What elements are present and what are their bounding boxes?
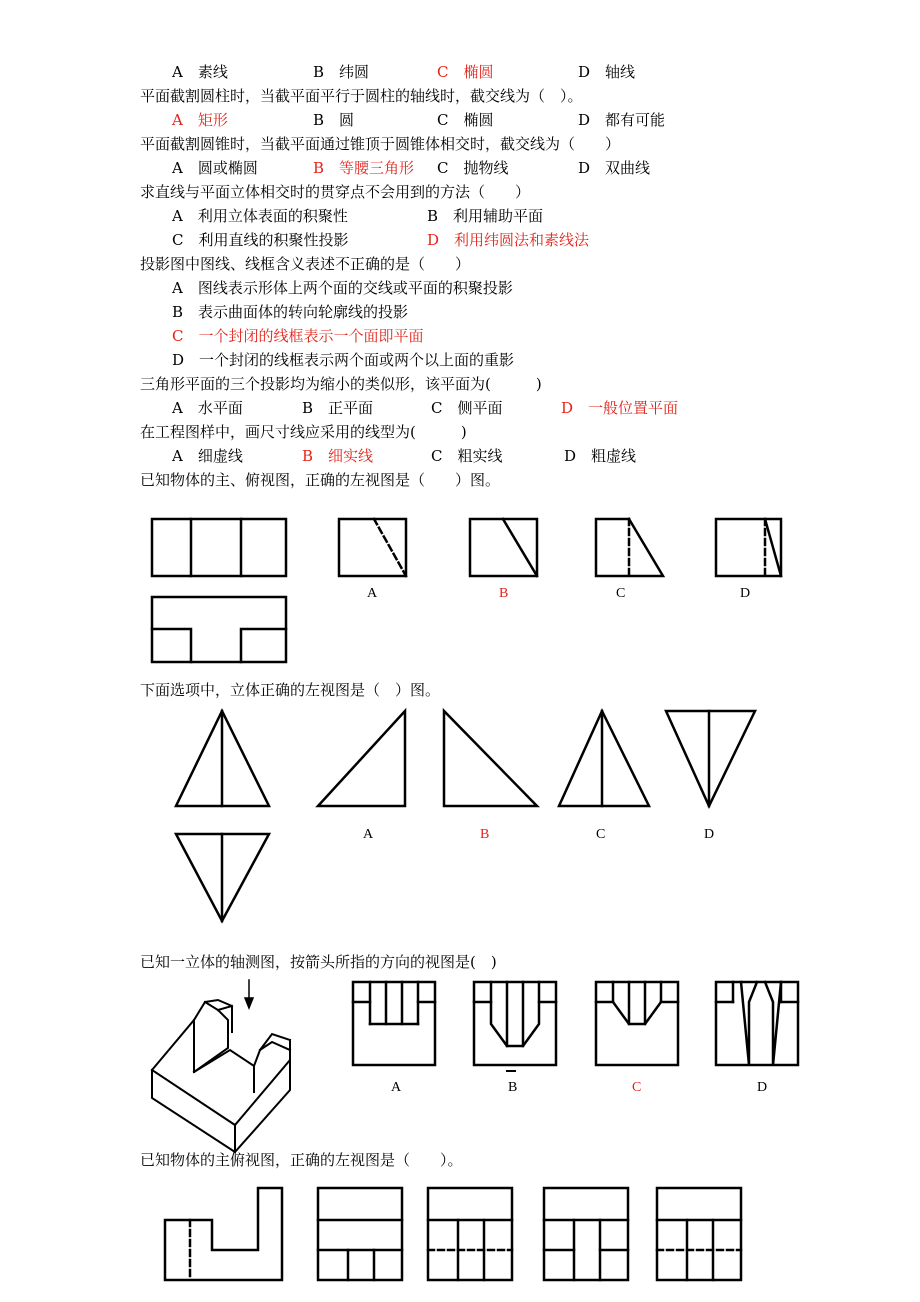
q3-option-b: B 利用辅助平面 xyxy=(427,207,544,225)
q7-label-b-answer: B xyxy=(499,586,509,601)
q10-option-b-figure xyxy=(428,1188,512,1280)
q3-stem: 求直线与平面立体相交时的贯穿点不会用到的方法（ ） xyxy=(140,183,531,201)
q5-option-c: C 侧平面 xyxy=(431,399,503,417)
q1-option-b: B 圆 xyxy=(313,111,355,129)
q8-label-c: C xyxy=(596,827,606,842)
q3-option-d-answer: D 利用纬圆法和素线法 xyxy=(427,231,590,249)
q9-label-c-answer: C xyxy=(632,1080,642,1095)
q9-label-a: A xyxy=(391,1080,402,1095)
q1-stem: 平面截割圆柱时，当截平面平行于圆柱的轴线时，截交线为（ ）。 xyxy=(140,87,583,105)
q10-option-d-figure xyxy=(657,1188,741,1280)
q8-front-view xyxy=(176,711,269,806)
q1-option-d: D 都有可能 xyxy=(578,111,666,129)
q7-front-view xyxy=(152,519,286,576)
q6-option-c: C 粗实线 xyxy=(431,447,503,465)
q7-top-view xyxy=(152,597,286,662)
q5-stem: 三角形平面的三个投影均为缩小的类似形，该平面为( ) xyxy=(140,375,542,393)
q1-option-a-answer: A 矩形 xyxy=(172,111,228,129)
q7-option-a-figure xyxy=(339,519,406,576)
q7-option-b-figure xyxy=(470,519,537,576)
q3-option-c: C 利用直线的积聚性投影 xyxy=(172,231,349,249)
q6-option-a: A 细虚线 xyxy=(172,447,243,465)
q9-option-b-figure xyxy=(474,982,556,1071)
q8-option-b-figure xyxy=(444,711,537,806)
q9-stem: 已知一立体的轴测图，按箭头所指的方向的视图是( ) xyxy=(140,953,497,971)
q3-option-a: A 利用立体表面的积聚性 xyxy=(172,207,348,225)
q4-stem: 投影图中图线、线框含义表述不正确的是（ ） xyxy=(140,255,471,273)
q0-option-d: D 轴线 xyxy=(578,63,636,81)
q10-stem: 已知物体的主俯视图，正确的左视图是（ ）。 xyxy=(140,1151,463,1169)
q8-option-a-figure xyxy=(318,711,405,806)
q4-option-c-answer: C 一个封闭的线框表示一个面即平面 xyxy=(172,327,424,345)
q5-option-a: A 水平面 xyxy=(172,399,243,417)
q2-option-c: C 抛物线 xyxy=(437,159,509,177)
q7-stem: 已知物体的主、俯视图，正确的左视图是（ ）图。 xyxy=(140,471,501,489)
q8-label-d: D xyxy=(704,827,715,842)
q2-option-a: A 圆或椭圆 xyxy=(172,159,258,177)
q7-option-d-figure xyxy=(716,519,781,576)
q9-option-d-figure xyxy=(716,982,798,1065)
q8-label-a: A xyxy=(363,827,374,842)
q6-option-b-answer: B 细实线 xyxy=(302,447,374,465)
q4-option-b: B 表示曲面体的转向轮廓线的投影 xyxy=(172,303,409,321)
q2-stem: 平面截割圆锥时，当截平面通过锥顶于圆锥体相交时，截交线为（ ） xyxy=(140,135,621,153)
q5-option-d-answer: D 一般位置平面 xyxy=(561,399,679,417)
q10-front-view xyxy=(165,1188,282,1280)
q8-top-view xyxy=(176,834,269,921)
q7-label-a: A xyxy=(367,586,378,601)
q8-stem: 下面选项中，立体正确的左视图是（ ）图。 xyxy=(140,681,441,699)
q1-option-c: C 椭圆 xyxy=(437,111,494,129)
q4-option-a: A 图线表示形体上两个面的交线或平面的积聚投影 xyxy=(172,279,513,297)
q6-option-d: D 粗虚线 xyxy=(564,447,637,465)
q0-option-a: A 素线 xyxy=(172,63,228,81)
q6-stem: 在工程图样中，画尺寸线应采用的线型为( ) xyxy=(140,423,467,441)
q4-option-d: D 一个封闭的线框表示两个面或两个以上面的重影 xyxy=(172,351,515,369)
q9-option-c-figure xyxy=(596,982,678,1065)
q2-option-d: D 双曲线 xyxy=(578,159,651,177)
q9-option-a-figure xyxy=(353,982,435,1065)
q7-label-d: D xyxy=(740,586,751,601)
q9-label-b: B xyxy=(508,1080,518,1095)
q2-option-b-answer: B 等腰三角形 xyxy=(313,159,415,177)
q0-option-c-answer: C 椭圆 xyxy=(437,63,494,81)
q8-option-d-figure xyxy=(666,711,755,806)
q7-label-c: C xyxy=(616,586,626,601)
q9-isometric-object xyxy=(152,1000,290,1152)
q7-option-c-figure xyxy=(596,519,663,576)
q5-option-b: B 正平面 xyxy=(302,399,374,417)
q9-label-d: D xyxy=(757,1080,768,1095)
q0-option-b: B 纬圆 xyxy=(313,63,370,81)
q9-view-arrow xyxy=(245,980,253,1008)
q10-option-a-figure xyxy=(318,1188,402,1280)
q8-label-b-answer: B xyxy=(480,827,490,842)
q10-option-c-figure xyxy=(544,1188,628,1280)
q8-option-c-figure xyxy=(559,711,649,806)
